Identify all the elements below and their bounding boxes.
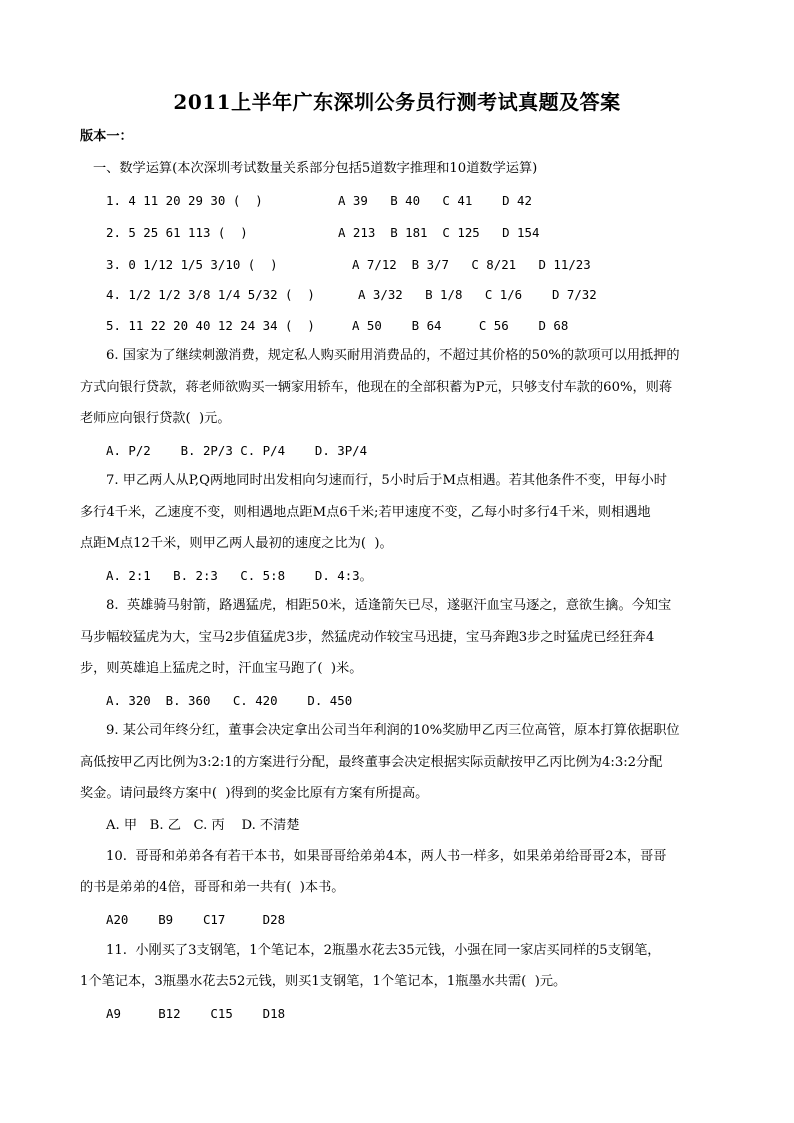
question-11-options: A9 B12 C15 D18 — [106, 1006, 286, 1021]
question-9-line-2: 高低按甲乙丙比例为3:2:1的方案进行分配，最终董事会决定根据实际贡献按甲乙丙比例为4:3:2分配 — [80, 755, 663, 770]
question-2: 2. 5 25 61 113 ( ) — [106, 225, 248, 240]
question-5: 5. 11 22 20 40 12 24 34 ( ) — [106, 318, 315, 333]
question-3-options: A 7/12 B 3/7 C 8/21 D 11/23 — [352, 257, 591, 272]
question-8-line-3: 步，则英雄追上猛虎之时，汗血宝马跑了( )米。 — [80, 661, 363, 676]
question-7-line-1: 7. 甲乙两人从P,Q两地同时出发相向匀速而行，5小时后于M点相遇。若其他条件不变，甲每小时 — [106, 473, 667, 488]
question-11-line-1: 11. 小刚买了3支钢笔，1个笔记本，2瓶墨水花去35元钱，小强在同一家店买同样的5支钢笔， — [106, 943, 661, 958]
question-1-options: A 39 B 40 C 41 D 42 — [338, 193, 532, 208]
question-4: 4. 1/2 1/2 3/8 1/4 5/32 ( ) — [106, 287, 315, 302]
question-4-options: A 3/32 B 1/8 C 1/6 D 7/32 — [358, 287, 597, 302]
question-5-options: A 50 B 64 C 56 D 68 — [352, 318, 569, 333]
question-7-line-3: 点距M点12千米，则甲乙两人最初的速度之比为( )。 — [80, 536, 393, 551]
question-7-options: A. 2:1 B. 2:3 C. 5:8 D. 4:3。 — [106, 568, 373, 583]
question-2-options: A 213 B 181 C 125 D 154 — [338, 225, 540, 240]
section-heading: 一、数学运算(本次深圳考试数量关系部分包括5道数字推理和10道数学运算) — [93, 161, 538, 176]
question-10-options: A20 B9 C17 D28 — [106, 912, 286, 927]
page-title: 2011上半年广东深圳公务员行测考试真题及答案 — [173, 90, 621, 114]
question-6-line-3: 老师应向银行贷款( )元。 — [80, 411, 231, 426]
question-8-line-2: 马步幅较猛虎为大，宝马2步值猛虎3步，然猛虎动作较宝马迅捷，宝马奔跑3步之时猛虎已经狂奔4 — [80, 630, 655, 645]
question-7-line-2: 多行4千米，乙速度不变，则相遇地点距M点6千米;若甲速度不变，乙每小时多行4千米，则相遇地 — [80, 505, 651, 520]
question-3: 3. 0 1/12 1/5 3/10 ( ) — [106, 257, 278, 272]
question-9-line-1: 9. 某公司年终分红，董事会决定拿出公司当年利润的10%奖励甲乙丙三位高管，原本打算依据职位 — [106, 723, 680, 738]
question-6-line-2: 方式向银行贷款，蒋老师欲购买一辆家用轿车，他现在的全部积蓄为P元，只够支付车款的60%，则蒋 — [80, 380, 673, 395]
question-10-line-1: 10. 哥哥和弟弟各有若干本书，如果哥哥给弟弟4本，两人书一样多，如果弟弟给哥哥2本，哥哥 — [106, 849, 667, 864]
question-9-line-3: 奖金。请问最终方案中( )得到的奖金比原有方案有所提高。 — [80, 786, 429, 801]
question-1: 1. 4 11 20 29 30 ( ) — [106, 193, 263, 208]
question-6-line-1: 6. 国家为了继续刺激消费，规定私人购买耐用消费品的，不超过其价格的50%的款项可以用抵押的 — [106, 348, 680, 363]
question-6-options: A. P/2 B. 2P/3 C. P/4 D. 3P/4 — [106, 443, 368, 458]
question-11-line-2: 1个笔记本，3瓶墨水花去52元钱，则买1支钢笔，1个笔记本，1瓶墨水共需( )元。 — [80, 974, 567, 989]
version-label: 版本一： — [80, 129, 133, 144]
question-8-line-1: 8. 英雄骑马射箭，路遇猛虎，相距50米，适逢箭矢已尽，遂驱汗血宝马逐之，意欲生擒。今知宝 — [106, 598, 672, 613]
question-8-options: A. 320 B. 360 C. 420 D. 450 — [106, 693, 353, 708]
question-10-line-2: 的书是弟弟的4倍，哥哥和弟一共有( )本书。 — [80, 880, 345, 895]
question-9-options: A. 甲 B. 乙 C. 丙 D. 不清楚 — [106, 818, 300, 833]
